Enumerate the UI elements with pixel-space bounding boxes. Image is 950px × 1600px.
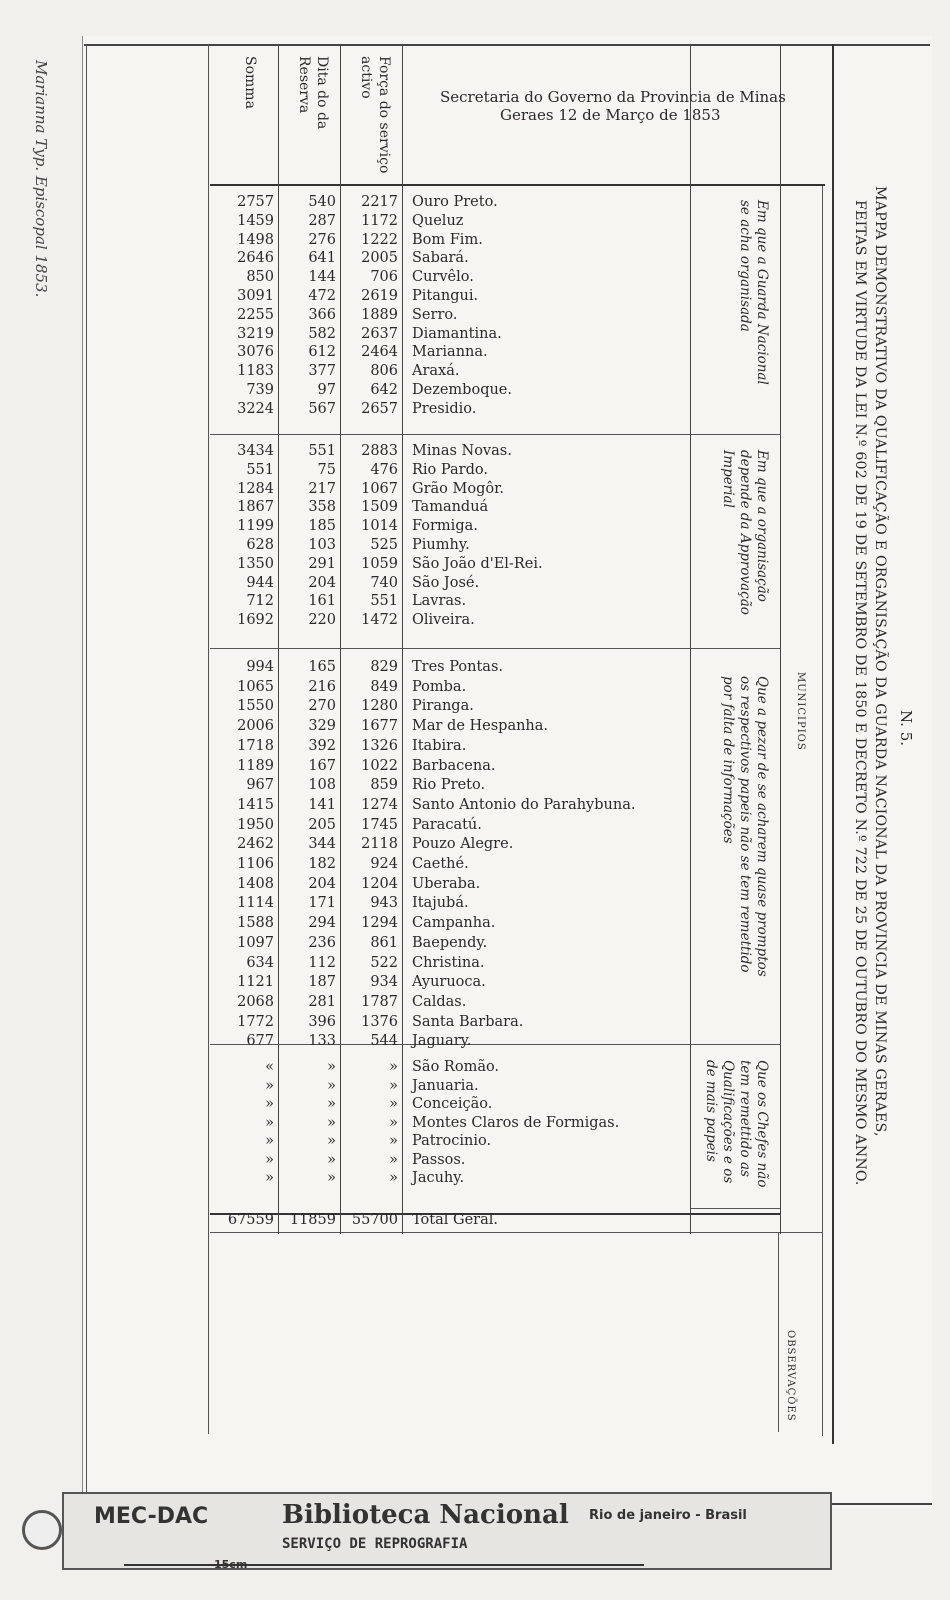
cell-servico: 806 [370,363,398,380]
cell-somma: » [265,1151,274,1168]
cell-reserva: 165 [308,659,336,675]
cell-servico: 1787 [361,993,398,1010]
cell-servico: » [389,1096,398,1112]
cell-somma: 1065 [237,678,274,695]
cell-municipio: Ouro Preto. [412,194,498,210]
table-row [0,612,700,632]
cell-municipio: Mar de Hespanha. [412,718,549,735]
table-row [0,876,700,896]
cell-servico: 1326 [361,737,398,754]
cell-reserva: » [327,1096,336,1112]
cell-municipio: Uberaba. [412,875,481,892]
cell-somma: » [265,1114,274,1131]
table-row [0,593,700,613]
secretaria-header: Secretaria do Governo da Provincia de Minas [440,88,786,106]
cell-servico: 1745 [361,816,398,833]
cell-somma: 1588 [237,915,274,932]
group-rule-1 [210,434,780,435]
cell-reserva: 167 [308,757,336,774]
cell-servico: 1022 [361,757,398,774]
cell-servico: 1294 [361,915,398,932]
stamp-mec: MEC-DAC [94,1504,209,1529]
cell-servico: 642 [370,382,398,398]
title-line-2: FEITAS EM VIRTUDE DA LEI N.º 602 DE 19 DE SETEMBRO DE 1850 E DECRETO N.º 722 DE 25 DE OUTUBRO DO MESMO ANNO. [852,200,868,1186]
table-row [0,836,700,856]
cell-municipio: Oliveira. [412,612,475,629]
cell-municipio: Rio Pardo. [412,461,488,478]
cell-reserva: 396 [308,1013,336,1030]
cell-somma: 2646 [237,250,274,267]
total-label: Total Geral. [412,1212,498,1228]
table-row [0,994,700,1014]
cell-somma: 2757 [237,194,274,210]
stamp-scale-line [124,1564,644,1566]
cell-somma: 1284 [237,480,274,497]
cell-reserva: 377 [308,363,336,380]
cell-reserva: 185 [308,518,336,535]
cell-somma: 628 [246,537,274,553]
cell-municipio: São João d'El-Rei. [412,555,543,572]
frame-right [832,44,834,1444]
table-row [0,1078,700,1098]
cell-servico: 740 [370,574,398,591]
title-line-1: MAPPA DEMONSTRATIVO DA QUALIFICAÇÃO E ORGANISAÇÃO DA GUARDA NACIONAL DA PROVINCIA DE MINAS GERAES, [872,186,888,1137]
table-row [0,232,700,252]
bottom-frame [210,1232,822,1233]
cell-reserva: 287 [308,212,336,229]
cell-servico: » [389,1059,398,1075]
table-row [0,499,700,519]
cell-municipio: Lavras. [412,593,467,610]
table-row [0,817,700,837]
header-reserva: Dita do da [314,56,330,130]
table-row [0,1133,700,1153]
cell-somma: 1498 [237,231,274,248]
group-note: de mais papeis [703,1060,719,1162]
cell-servico: 544 [370,1033,398,1050]
cell-reserva: 567 [308,400,336,417]
cell-municipio: Grão Mogôr. [412,480,505,497]
cell-servico: 1280 [361,698,398,715]
cell-municipio: São Romão. [412,1059,500,1075]
stamp-servico: SERVIÇO DE REPROGRAFIA [282,1536,468,1552]
table-row [0,401,700,421]
header-somma: Somma [242,56,258,109]
group-note: Em que a Guarda Nacional [754,200,770,385]
table-row [0,326,700,346]
cell-municipio: Tres Pontas. [412,659,503,675]
printer-text: Marianna Typ. Episcopal 1853. [32,60,50,298]
cell-somma: 1114 [237,895,274,912]
cell-somma: 850 [246,269,274,286]
cell-reserva: 344 [308,836,336,853]
header-servico: Força do serviço [376,56,392,174]
cell-reserva: 216 [308,678,336,695]
cell-servico: 2118 [361,836,398,853]
cell-municipio: Barbacena. [412,757,496,774]
cell-servico: 1059 [361,555,398,572]
library-stamp [62,1492,832,1570]
cell-somma: 3076 [237,344,274,361]
group-note: os respectivos papeis não se tem remettido [737,676,753,973]
cell-reserva: 582 [308,325,336,342]
observacoes-label: OBSERVAÇÕES [785,1330,796,1422]
cell-somma: 1415 [237,796,274,813]
table-row [0,481,700,501]
cell-reserva: 161 [308,593,336,610]
cell-somma: 3219 [237,325,274,342]
cell-servico: 861 [370,934,398,951]
cell-reserva: » [327,1151,336,1168]
cell-servico: 1204 [361,875,398,892]
cell-reserva: 641 [308,250,336,267]
cell-reserva: 291 [308,555,336,572]
cell-servico: 849 [370,678,398,695]
cell-municipio: Paracatú. [412,816,482,833]
municipios-label: MUNICIPIOS [795,672,806,751]
cell-somma: 1692 [237,612,274,629]
table-row [0,1170,700,1190]
header-reserva: Reserva [296,56,312,114]
table-row [0,718,700,738]
table-row [0,556,700,576]
cell-servico: 1889 [361,306,398,323]
cell-somma: 1772 [237,1013,274,1030]
cell-municipio: Jaguary. [412,1033,472,1050]
cell-municipio: Bom Fim. [412,231,483,248]
cell-servico: 525 [370,537,398,553]
cell-somma: 1199 [237,518,274,535]
cell-servico: 706 [370,269,398,286]
cell-reserva: 551 [308,443,336,459]
cell-somma: 1106 [237,856,274,872]
obs-rule [778,1232,779,1432]
cell-servico: 2637 [361,325,398,342]
table-row [0,974,700,994]
table-row [0,194,700,214]
cell-servico: 2883 [361,443,398,459]
table-row [0,518,700,538]
cell-municipio: Christina. [412,954,485,971]
cell-municipio: Queluz [412,212,464,229]
frame-right-inner [822,186,823,1436]
table-row [0,738,700,758]
cell-reserva: 144 [308,269,336,286]
cell-municipio: Baependy. [412,934,488,951]
table-row [0,1059,700,1079]
cell-municipio: Rio Preto. [412,777,486,794]
cell-servico: 829 [370,659,398,675]
stamp-ring-icon [22,1510,62,1550]
cell-municipio: Itabira. [412,737,467,754]
cell-municipio: Montes Claros de Formigas. [412,1114,620,1131]
cell-servico: 1222 [361,231,398,248]
table-row [0,382,700,402]
cell-servico: » [389,1170,398,1186]
group-note: Qualificações e os [720,1060,736,1184]
group-note: depende da Approvação [737,450,753,615]
cell-municipio: Ayuruoca. [412,974,486,991]
group-rule-2 [210,648,780,649]
cell-servico: 1067 [361,480,398,497]
table-row [0,1152,700,1172]
header-servico: activo [358,56,374,99]
cell-somma: 2006 [237,718,274,735]
cell-municipio: Campanha. [412,915,496,932]
cell-servico: 2619 [361,288,398,304]
cell-somma: 1121 [237,974,274,991]
cell-reserva: 205 [308,816,336,833]
cell-reserva: 204 [308,574,336,591]
table-row [0,1033,700,1053]
cell-somma: » [265,1077,274,1094]
cell-reserva: 141 [308,796,336,813]
table-row [0,537,700,557]
cell-reserva: » [327,1077,336,1094]
cell-municipio: Sabará. [412,250,469,267]
cell-municipio: Santa Barbara. [412,1013,524,1030]
cell-municipio: Presidio. [412,400,477,417]
cell-somma: 1097 [237,934,274,951]
cell-servico: 934 [370,974,398,991]
cell-somma: 1867 [237,499,274,516]
cell-reserva: » [327,1170,336,1186]
cell-municipio: Piranga. [412,698,474,715]
cell-municipio: Dezemboque. [412,382,512,398]
cell-servico: 924 [370,856,398,872]
cell-somma: 2068 [237,993,274,1010]
cell-reserva: 472 [308,288,336,304]
cell-municipio: Caethé. [412,856,469,872]
cell-somma: 1183 [237,363,274,380]
cell-municipio: Minas Novas. [412,443,512,459]
table-row [0,659,700,679]
cell-servico: » [389,1114,398,1131]
col-rule-notes [780,44,781,1234]
table-row [0,698,700,718]
cell-somma: 1408 [237,875,274,892]
cell-servico: 1677 [361,718,398,735]
cell-reserva: 182 [308,856,336,872]
table-row [0,758,700,778]
cell-reserva: 75 [317,461,336,478]
cell-municipio: Serro. [412,306,458,323]
cell-servico: 1172 [361,212,398,229]
table-row [0,1014,700,1034]
table-row [0,575,700,595]
group-note: tem remettido as [737,1060,753,1177]
cell-somma: 634 [246,954,274,971]
cell-reserva: 133 [308,1033,336,1050]
cell-servico: » [389,1077,398,1094]
cell-servico: 2005 [361,250,398,267]
note-end-rule [690,1208,780,1209]
cell-municipio: São José. [412,574,480,591]
secretaria-header-line2: Geraes 12 de Março de 1853 [500,106,721,124]
cell-servico: 859 [370,777,398,794]
cell-somma: 712 [246,593,274,610]
cell-municipio: Araxá. [412,363,460,380]
cell-somma: 1550 [237,698,274,715]
cell-reserva: 236 [308,934,336,951]
table-row [0,250,700,270]
cell-servico: 551 [370,593,398,610]
cell-somma: 551 [246,461,274,478]
cell-municipio: Pitangui. [412,288,479,304]
cell-servico: 1274 [361,796,398,813]
cell-municipio: Itajubá. [412,895,469,912]
cell-reserva: 103 [308,537,336,553]
cell-municipio: Piumhy. [412,537,470,553]
cell-somma: 3434 [237,443,274,459]
total-somma: 67559 [227,1212,274,1228]
group-note: se acha organisada [737,200,753,332]
group-note: Imperial [720,450,736,508]
cell-municipio: Marianna. [412,344,488,361]
cell-municipio: Tamanduá [412,499,489,516]
cell-municipio: Formiga. [412,518,478,535]
table-row [0,955,700,975]
cell-somma: » [265,1096,274,1112]
stamp-biblioteca: Biblioteca Nacional [282,1500,569,1530]
cell-municipio: Curvêlo. [412,269,474,286]
table-row [0,856,700,876]
cell-somma: 677 [246,1033,274,1050]
header-bottom-rule [210,184,825,186]
cell-somma: 1459 [237,212,274,229]
group-note: por falta de informações [720,676,736,844]
table-row [0,344,700,364]
cell-reserva: 204 [308,875,336,892]
stamp-scale: 15cm [214,1558,248,1571]
cell-servico: 2657 [361,400,398,417]
table-row [0,1096,700,1116]
cell-reserva: 171 [308,895,336,912]
table-row [0,935,700,955]
cell-somma: « [265,1059,274,1075]
table-row [0,443,700,463]
cell-somma: 1718 [237,737,274,754]
cell-reserva: 97 [317,382,336,398]
cell-somma: 1950 [237,816,274,833]
cell-reserva: 270 [308,698,336,715]
table-row [0,269,700,289]
cell-servico: 2464 [361,344,398,361]
cell-servico: 1376 [361,1013,398,1030]
cell-municipio: Conceição. [412,1096,493,1112]
table-row [0,1115,700,1135]
cell-reserva: 112 [308,954,336,971]
cell-somma: 2255 [237,306,274,323]
table-row [0,915,700,935]
cell-servico: 522 [370,954,398,971]
cell-reserva: 281 [308,993,336,1010]
total-reserva: 11859 [289,1212,336,1228]
table-row [0,679,700,699]
table-row [0,288,700,308]
cell-reserva: » [327,1059,336,1075]
cell-somma: 1189 [237,757,274,774]
cell-reserva: 358 [308,499,336,516]
cell-servico: 1014 [361,518,398,535]
cell-servico: 1509 [361,499,398,516]
cell-reserva: 612 [308,344,336,361]
cell-reserva: 217 [308,480,336,497]
cell-reserva: » [327,1114,336,1131]
cell-servico: » [389,1151,398,1168]
cell-servico: 2217 [361,194,398,210]
table-row [0,462,700,482]
cell-municipio: Diamantina. [412,325,502,342]
cell-municipio: Caldas. [412,993,467,1010]
cell-municipio: Santo Antonio do Parahybuna. [412,796,636,813]
cell-servico: 476 [370,461,398,478]
cell-reserva: 220 [308,612,336,629]
cell-somma: 2462 [237,836,274,853]
cell-somma: 3091 [237,288,274,304]
cell-somma: 967 [246,777,274,794]
cell-municipio: Jacuhy. [412,1170,465,1186]
cell-somma: » [265,1133,274,1149]
map-number: N. 5. [897,710,915,747]
cell-somma: 994 [246,659,274,675]
cell-municipio: Patrocinio. [412,1133,492,1149]
cell-somma: 3224 [237,400,274,417]
cell-somma: 944 [246,574,274,591]
cell-somma: 739 [246,382,274,398]
cell-reserva: 276 [308,231,336,248]
cell-reserva: » [327,1133,336,1149]
cell-reserva: 108 [308,777,336,794]
cell-reserva: 540 [308,194,336,210]
cell-reserva: 392 [308,737,336,754]
cell-somma: » [265,1170,274,1186]
cell-servico: 943 [370,895,398,912]
table-row [0,307,700,327]
cell-municipio: Pomba. [412,678,467,695]
cell-reserva: 366 [308,306,336,323]
table-row [0,797,700,817]
cell-servico: 1472 [361,612,398,629]
cell-municipio: Passos. [412,1151,466,1168]
cell-reserva: 294 [308,915,336,932]
group-note: Que a pezar de se acharem quase promptos [754,676,770,977]
cell-servico: » [389,1133,398,1149]
cell-reserva: 329 [308,718,336,735]
table-row [0,777,700,797]
table-row [0,895,700,915]
cell-municipio: Pouzo Alegre. [412,836,514,853]
group-note: Que os Chefes não [754,1060,770,1188]
total-row [0,1212,700,1232]
cell-somma: 1350 [237,555,274,572]
table-row [0,363,700,383]
total-servico: 55700 [351,1212,398,1228]
group-note: Em que a organisação [754,450,770,602]
stamp-local: Rio de janeiro - Brasil [589,1508,747,1523]
cell-reserva: 187 [308,974,336,991]
cell-municipio: Januaria. [412,1077,479,1094]
table-row [0,213,700,233]
